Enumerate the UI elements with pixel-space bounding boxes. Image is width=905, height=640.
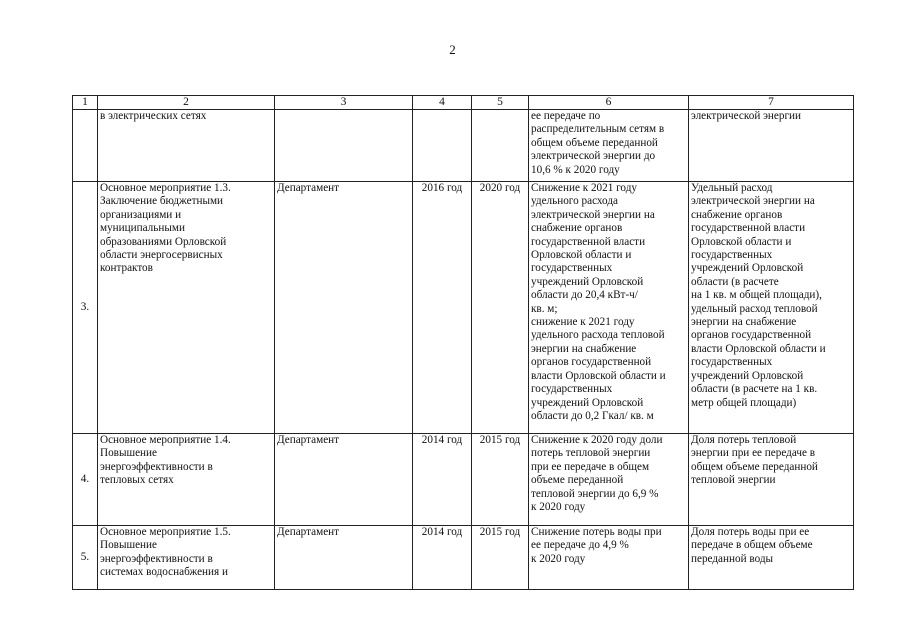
- executor-cell-line: Департамент: [277, 182, 340, 194]
- expected-result-cell-line: удельного расхода тепловой: [531, 329, 665, 342]
- column-header: 7: [689, 96, 854, 110]
- indicator-cell-line: области (в расчете: [691, 275, 779, 288]
- activity-cell-line: в электрических сетях: [100, 110, 207, 122]
- expected-result-cell-line: области до 20,4 кВт-ч/: [531, 289, 638, 302]
- indicator-cell-line: органов государственной: [691, 329, 812, 342]
- activity-cell-line: тепловых сетях: [100, 474, 174, 487]
- column-header: 3: [275, 96, 413, 110]
- expected-result-cell-line: органов государственной: [531, 356, 652, 369]
- activity-cell-line: Повышение: [100, 539, 157, 552]
- expected-result-cell-line: распределительным сетям в: [531, 123, 665, 136]
- row-number: 4.: [73, 434, 98, 526]
- indicator-cell-line: общем объеме переданной: [691, 460, 818, 473]
- indicator-cell: [689, 110, 854, 182]
- expected-result-cell-line: при ее передаче в общем: [531, 460, 650, 473]
- table-row: [73, 182, 854, 434]
- expected-result-cell: [529, 434, 689, 526]
- expected-result-cell-line: власти Орловской области и: [531, 369, 666, 382]
- activity-cell-line: области энергосервисных: [100, 249, 223, 262]
- activity-cell-line: системах водоснабжения и: [100, 566, 228, 579]
- executor-cell: [275, 110, 413, 182]
- activity-cell-line: Основное мероприятие 1.4.: [100, 434, 231, 446]
- end-year-cell: 2015 год: [472, 434, 529, 526]
- expected-result-cell-line: учреждений Орловской: [531, 275, 644, 288]
- activity-cell: [98, 526, 275, 590]
- start-year-cell: [413, 110, 472, 182]
- expected-result-cell-line: к 2020 году: [531, 552, 586, 565]
- executor-cell: [275, 434, 413, 526]
- indicator-cell-line: области (в расчете на 1 кв.: [691, 383, 818, 396]
- expected-result-cell: [529, 182, 689, 434]
- indicator-cell: [689, 434, 854, 526]
- indicator-cell: [689, 526, 854, 590]
- indicator-cell-line: Удельный расход: [691, 182, 773, 194]
- indicator-cell-line: власти Орловской области и: [691, 342, 826, 355]
- expected-result-cell-line: ее передаче до 4,9 %: [531, 539, 629, 552]
- indicator-cell-line: тепловой энергии: [691, 474, 776, 487]
- expected-result-cell-line: к 2020 году: [531, 501, 586, 514]
- end-year-cell: [472, 110, 529, 182]
- indicator-cell-line: электрической энергии: [691, 110, 802, 122]
- indicator-cell-line: энергии при ее передаче в: [691, 447, 816, 460]
- expected-result-cell-line: Снижение к 2021 году: [531, 182, 637, 194]
- activity-cell-line: энергоэффективности в: [100, 460, 213, 473]
- start-year-cell: 2014 год: [413, 526, 472, 590]
- expected-result-cell-line: удельного расхода: [531, 195, 618, 208]
- expected-result-cell-line: 10,6 % к 2020 году: [531, 163, 620, 176]
- expected-result-cell-line: электрической энергии на: [531, 208, 655, 221]
- executor-cell: [275, 182, 413, 434]
- indicator-cell-line: энергии на снабжение: [691, 316, 797, 329]
- activity-cell: [98, 182, 275, 434]
- table-row: [73, 526, 854, 590]
- indicator-cell-line: переданной воды: [691, 552, 774, 565]
- activity-cell-line: Основное мероприятие 1.5.: [100, 526, 231, 538]
- indicator-cell-line: учреждений Орловской: [691, 369, 804, 382]
- indicator-cell-line: передаче в общем объеме: [691, 539, 813, 552]
- expected-result-cell-line: Снижение к 2020 году доли: [531, 434, 663, 446]
- expected-result-cell-line: объеме переданной: [531, 474, 624, 487]
- column-header: 6: [529, 96, 689, 110]
- start-year-cell: 2014 год: [413, 434, 472, 526]
- activity-cell: [98, 110, 275, 182]
- activity-cell-line: Повышение: [100, 447, 157, 460]
- expected-result-cell-line: общем объеме переданной: [531, 136, 658, 149]
- page-number: 2: [449, 42, 456, 57]
- row-number: [73, 110, 98, 182]
- executor-cell-line: Департамент: [277, 526, 340, 538]
- column-header: 5: [472, 96, 529, 110]
- expected-result-cell-line: Снижение потерь воды при: [531, 526, 662, 538]
- indicator-cell-line: на 1 кв. м общей площади),: [691, 289, 822, 302]
- indicator-cell-line: удельный расход тепловой: [691, 302, 818, 315]
- indicator-cell-line: государственных: [691, 249, 773, 262]
- expected-result-cell-line: государственной власти: [531, 235, 646, 248]
- expected-result-cell-line: энергии на снабжение: [531, 342, 637, 355]
- expected-result-cell: [529, 110, 689, 182]
- expected-result-cell-line: государственных: [531, 383, 613, 396]
- indicator-cell-line: Доля потерь тепловой: [691, 434, 797, 446]
- indicator-cell-line: государственных: [691, 356, 773, 369]
- activity-cell-line: Заключение бюджетными: [100, 195, 224, 208]
- indicator-cell-line: электрической энергии на: [691, 195, 815, 208]
- expected-result-cell-line: кв. м;: [531, 302, 558, 315]
- end-year-cell: 2020 год: [472, 182, 529, 434]
- column-header: 1: [73, 96, 98, 110]
- indicator-cell-line: учреждений Орловской: [691, 262, 804, 275]
- expected-result-cell-line: государственных: [531, 262, 613, 275]
- expected-result-cell-line: ее передаче по: [531, 110, 601, 122]
- indicator-cell-line: снабжение органов: [691, 208, 783, 221]
- start-year-cell: 2016 год: [413, 182, 472, 434]
- expected-result-cell: [529, 526, 689, 590]
- indicator-cell-line: метр общей площади): [691, 396, 797, 409]
- expected-result-cell-line: учреждений Орловской: [531, 396, 644, 409]
- expected-result-cell-line: электрической энергии до: [531, 150, 656, 163]
- indicator-cell-line: государственной власти: [691, 222, 806, 235]
- activity-cell-line: муниципальными: [100, 222, 185, 235]
- expected-result-cell-line: области до 0,2 Гкал/ кв. м: [531, 409, 654, 422]
- expected-result-cell-line: Орловской области и: [531, 249, 632, 262]
- expected-result-cell-line: потерь тепловой энергии: [531, 447, 651, 460]
- end-year-cell: 2015 год: [472, 526, 529, 590]
- indicator-cell-line: Орловской области и: [691, 235, 792, 248]
- table-row: [73, 434, 854, 526]
- expected-result-cell-line: снижение к 2021 году: [531, 316, 635, 329]
- expected-result-cell-line: тепловой энергии до 6,9 %: [531, 487, 659, 500]
- activity-cell-line: Основное мероприятие 1.3.: [100, 182, 231, 194]
- program-table: [72, 95, 854, 590]
- executor-cell: [275, 526, 413, 590]
- table-header-row: [73, 96, 854, 110]
- activity-cell-line: организациями и: [100, 208, 182, 221]
- column-header: 2: [98, 96, 275, 110]
- row-number: 3.: [73, 182, 98, 434]
- executor-cell-line: Департамент: [277, 434, 340, 446]
- indicator-cell: [689, 182, 854, 434]
- column-header: 4: [413, 96, 472, 110]
- indicator-cell-line: Доля потерь воды при ее: [691, 526, 810, 538]
- table-row: [73, 110, 854, 182]
- activity-cell: [98, 434, 275, 526]
- expected-result-cell-line: снабжение органов: [531, 222, 623, 235]
- row-number: 5.: [73, 526, 98, 590]
- activity-cell-line: контрактов: [100, 262, 153, 275]
- activity-cell-line: энергоэффективности в: [100, 552, 213, 565]
- activity-cell-line: образованиями Орловской: [100, 235, 227, 248]
